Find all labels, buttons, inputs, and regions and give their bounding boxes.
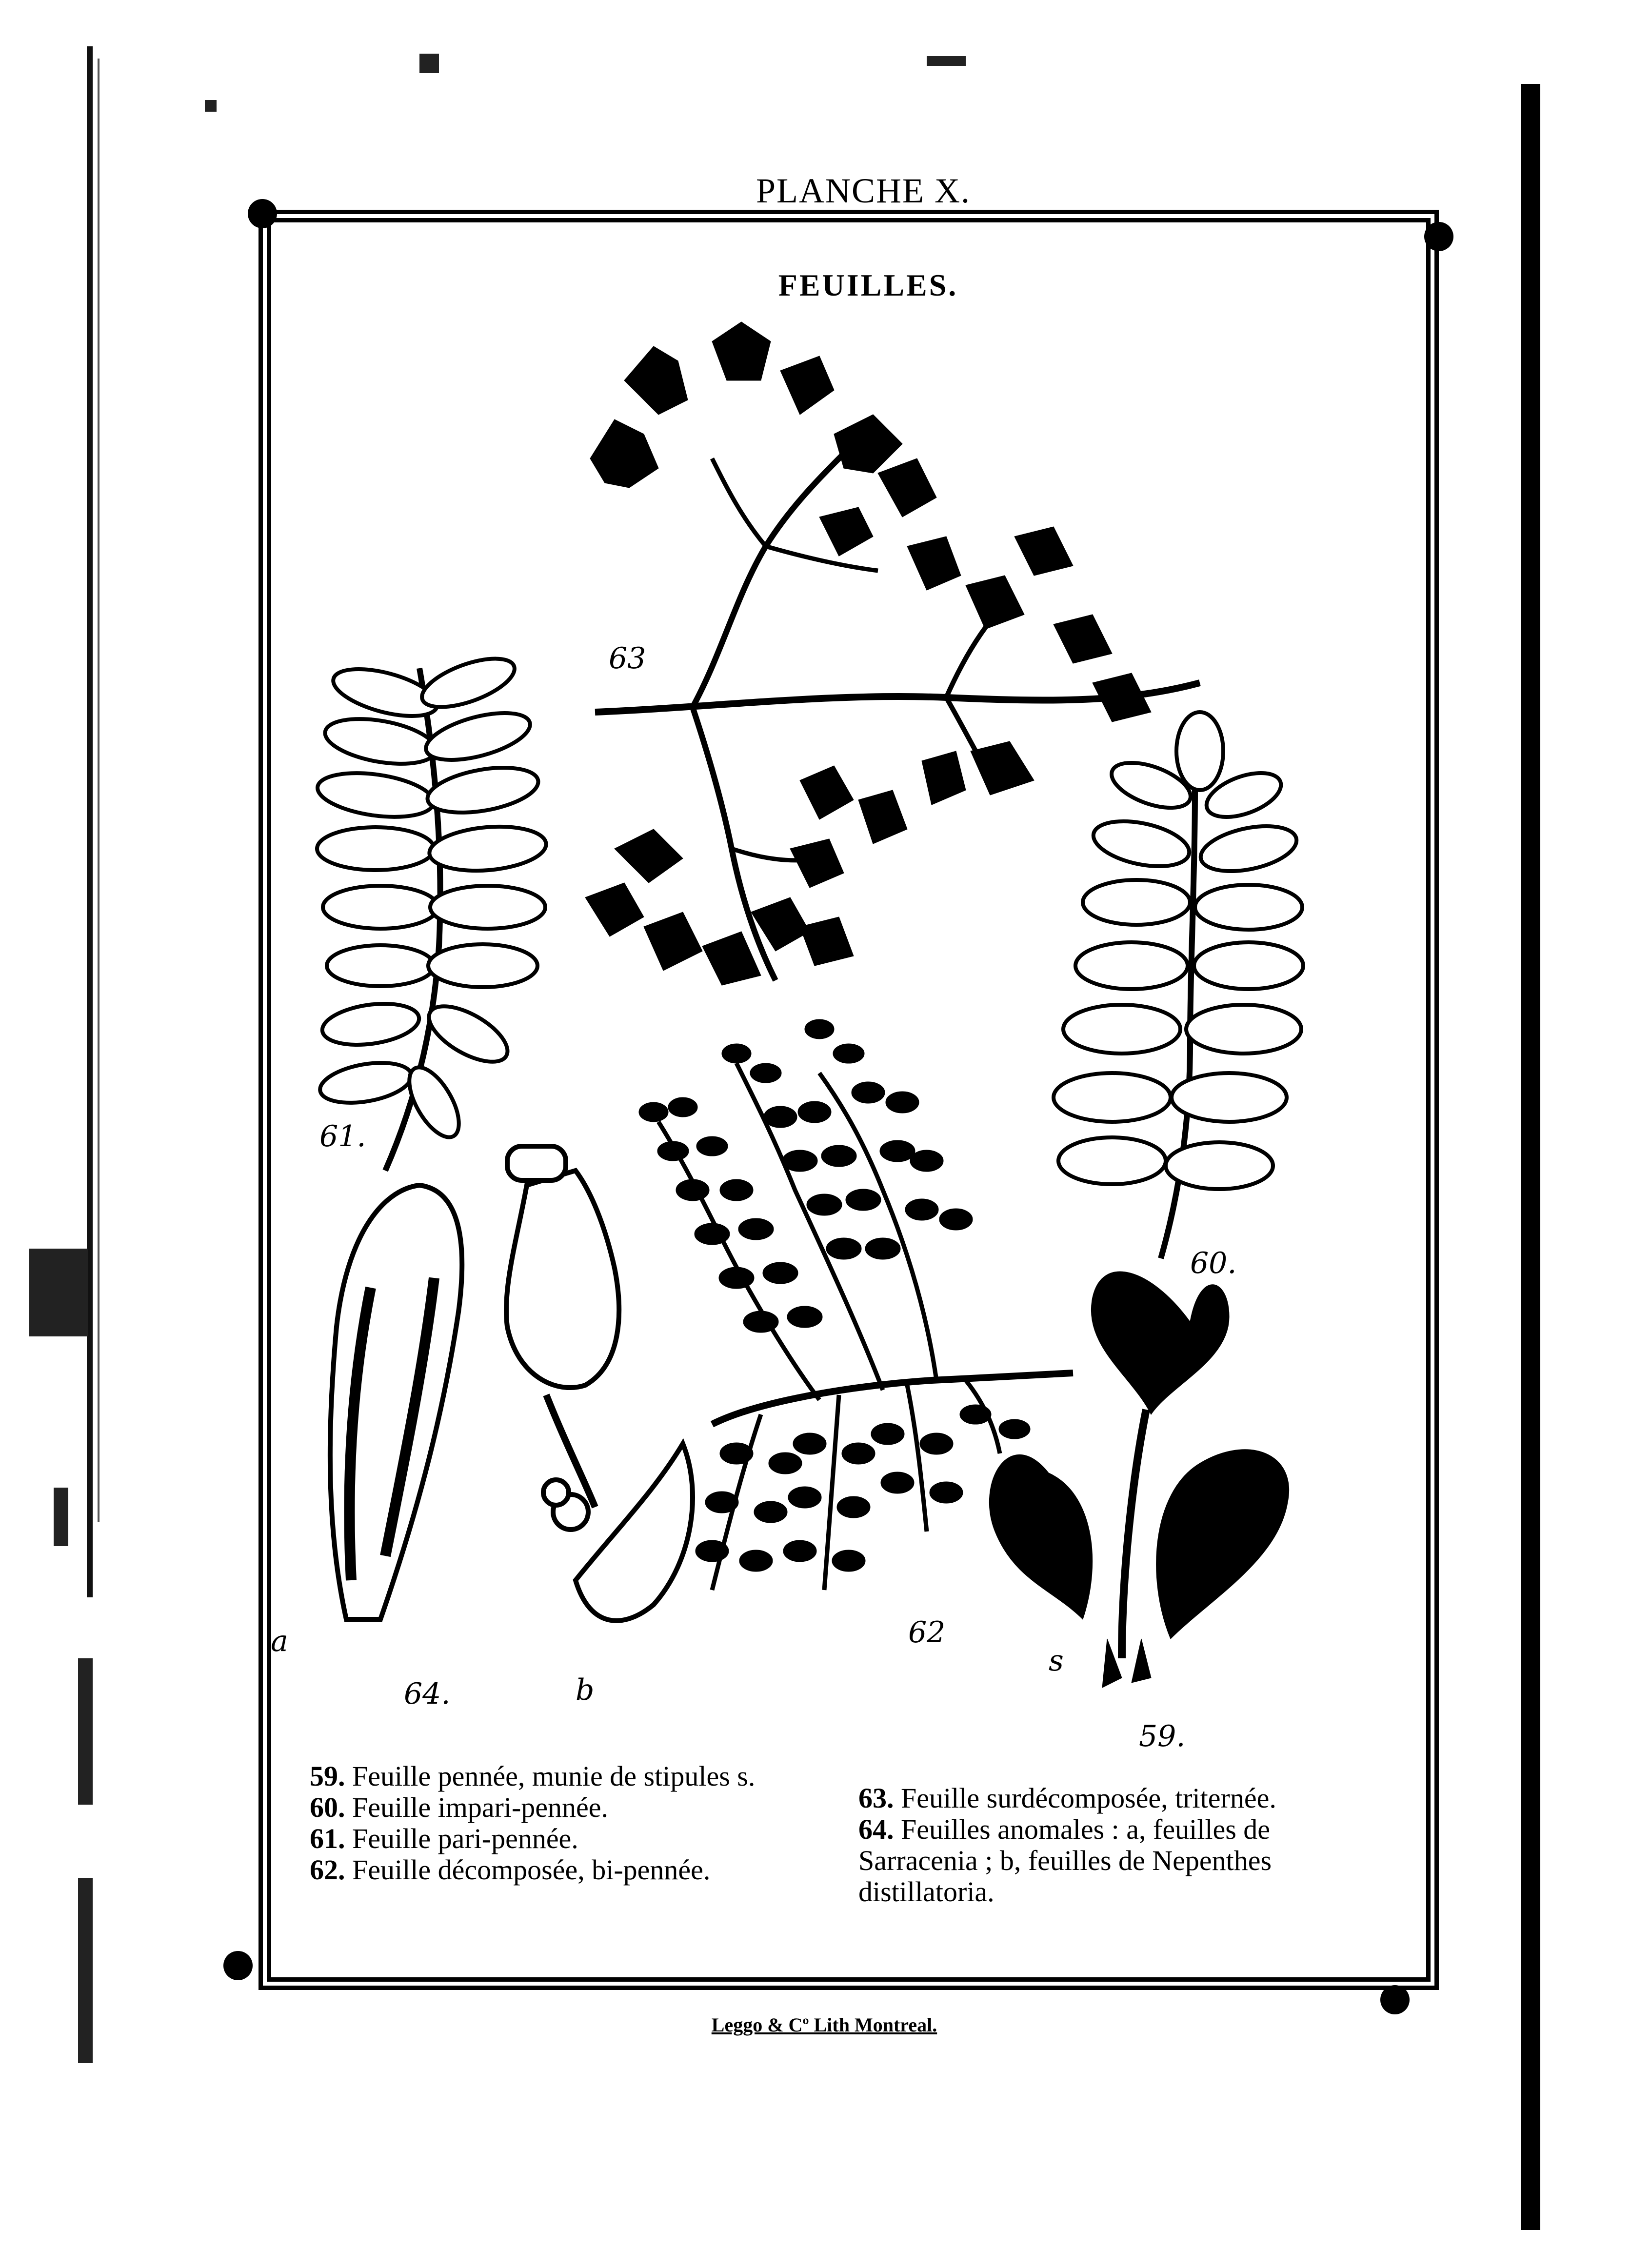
scan-speck — [78, 1878, 93, 2063]
figure-label-64: 64. — [404, 1677, 451, 1711]
lithographer-imprint: Leggo & Cº Lith Montreal. — [711, 2014, 937, 2036]
caption-59: 59. Feuille pennée, munie de stipules s. — [310, 1760, 756, 1792]
frame-corner-ornament — [248, 199, 277, 228]
scan-speck — [54, 1488, 68, 1546]
scan-speck — [78, 1658, 93, 1805]
caption-column-left — [310, 1761, 773, 1886]
frame-corner-ornament — [1380, 1985, 1410, 2014]
leaf-figure-61 — [315, 649, 548, 1171]
section-title: FEUILLES. — [778, 268, 958, 302]
leaf-figure-64 — [330, 1146, 693, 1621]
figure-label-63: 63 — [609, 641, 646, 676]
caption-64: 64. Feuilles anomales : a, feuilles de Sarracenia ; b, feuilles de Nepenthes distillatoria. — [858, 1813, 1272, 1908]
leaf-figure-60 — [1054, 712, 1303, 1258]
caption-60: 60. Feuille impari-pennée. — [310, 1791, 609, 1823]
caption-61: 61. Feuille pari-pennée. — [310, 1823, 578, 1854]
leaf-figure-59 — [989, 1272, 1289, 1688]
scan-edge-left-shadow — [98, 59, 99, 1522]
caption-column-right — [858, 1783, 1327, 1908]
figure-label-59: 59. — [1139, 1719, 1186, 1753]
frame-corner-ornament — [223, 1951, 253, 1980]
figure-label-60: 60. — [1190, 1246, 1237, 1280]
scan-speck — [205, 100, 217, 112]
scan-speck — [927, 56, 966, 66]
caption-63: 63. Feuille surdécomposée, triternée. — [858, 1782, 1276, 1814]
scan-speck — [29, 1249, 88, 1336]
figure-label-a: a — [271, 1624, 288, 1658]
frame-corner-ornament — [1424, 222, 1453, 251]
botanical-illustration — [273, 312, 1424, 1727]
figure-label-b: b — [576, 1673, 595, 1707]
plate-title: PLANCHE X. — [756, 171, 971, 210]
caption-62: 62. Feuille décomposée, bi-pennée. — [310, 1854, 711, 1886]
scan-edge-left — [87, 46, 93, 1597]
scan-edge-right — [1521, 84, 1540, 2230]
figure-label-s: s — [1049, 1644, 1064, 1678]
scan-speck — [419, 54, 439, 73]
figure-label-61: 61. — [319, 1119, 366, 1154]
figure-label-62: 62 — [908, 1615, 946, 1650]
